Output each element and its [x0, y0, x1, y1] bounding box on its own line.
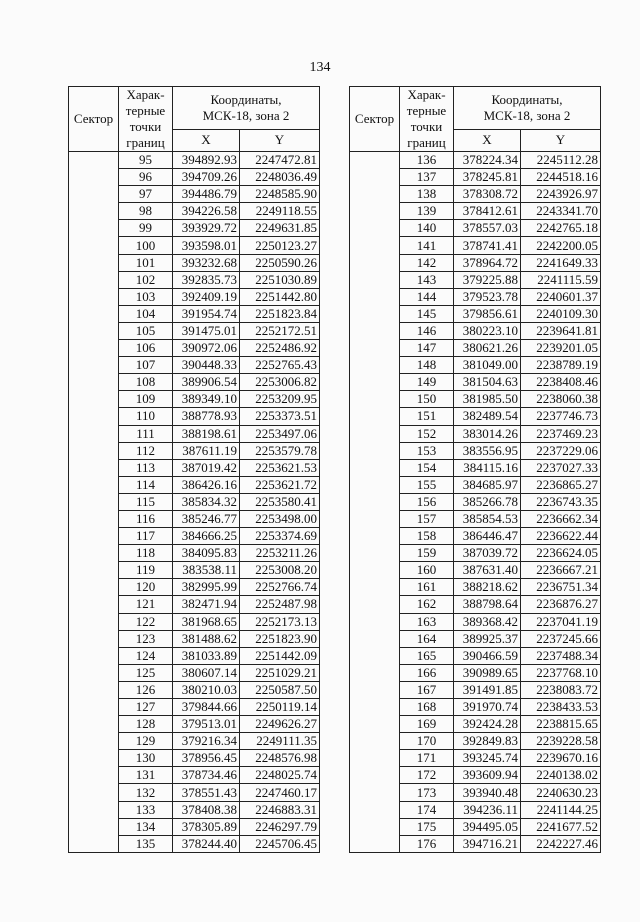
x-coordinate: 394236.11 — [454, 801, 521, 818]
x-coordinate: 393929.72 — [173, 220, 240, 237]
y-coordinate: 2253580.41 — [240, 493, 320, 510]
x-coordinate: 378408.38 — [173, 801, 240, 818]
point-number: 167 — [400, 681, 454, 698]
y-coordinate: 2237746.73 — [521, 408, 601, 425]
point-number: 101 — [119, 254, 173, 271]
x-coordinate: 388218.62 — [454, 579, 521, 596]
point-number: 147 — [400, 340, 454, 357]
point-number: 114 — [119, 476, 173, 493]
y-coordinate: 2252765.43 — [240, 357, 320, 374]
y-coordinate: 2249118.55 — [240, 203, 320, 220]
y-coordinate: 2237229.06 — [521, 442, 601, 459]
x-coordinate: 381049.00 — [454, 357, 521, 374]
x-coordinate: 390989.65 — [454, 664, 521, 681]
y-coordinate: 2237469.23 — [521, 425, 601, 442]
point-number: 137 — [400, 169, 454, 186]
point-number: 164 — [400, 630, 454, 647]
point-number: 166 — [400, 664, 454, 681]
y-coordinate: 2244518.16 — [521, 169, 601, 186]
x-coordinate: 385854.53 — [454, 510, 521, 527]
point-number: 96 — [119, 169, 173, 186]
x-coordinate: 379523.78 — [454, 288, 521, 305]
x-coordinate: 387631.40 — [454, 562, 521, 579]
y-coordinate: 2252172.51 — [240, 322, 320, 339]
x-coordinate: 394226.58 — [173, 203, 240, 220]
point-number: 125 — [119, 664, 173, 681]
x-coordinate: 380621.26 — [454, 340, 521, 357]
x-coordinate: 381985.50 — [454, 391, 521, 408]
y-coordinate: 2252173.13 — [240, 613, 320, 630]
x-coordinate: 390466.59 — [454, 647, 521, 664]
x-coordinate: 389349.10 — [173, 391, 240, 408]
y-coordinate: 2239201.05 — [521, 340, 601, 357]
x-coordinate: 391954.74 — [173, 305, 240, 322]
y-coordinate: 2238060.38 — [521, 391, 601, 408]
y-coordinate: 2238815.65 — [521, 716, 601, 733]
coordinates-table-right — [349, 86, 601, 853]
y-coordinate: 2240138.02 — [521, 767, 601, 784]
header-sector: Сектор — [69, 87, 119, 152]
x-coordinate: 379513.01 — [173, 716, 240, 733]
x-coordinate: 381504.63 — [454, 374, 521, 391]
y-coordinate: 2240109.30 — [521, 305, 601, 322]
y-coordinate: 2248025.74 — [240, 767, 320, 784]
point-number: 113 — [119, 459, 173, 476]
y-coordinate: 2250590.26 — [240, 254, 320, 271]
y-coordinate: 2242200.05 — [521, 237, 601, 254]
header-boundary-points: Харак- терные точки границ — [119, 87, 173, 152]
x-coordinate: 383538.11 — [173, 562, 240, 579]
point-number: 116 — [119, 510, 173, 527]
coordinates-table-left — [68, 86, 320, 853]
sector-cell — [69, 152, 119, 853]
x-coordinate: 381488.62 — [173, 630, 240, 647]
x-coordinate: 385834.32 — [173, 493, 240, 510]
x-coordinate: 392409.19 — [173, 288, 240, 305]
x-coordinate: 393598.01 — [173, 237, 240, 254]
y-coordinate: 2243926.97 — [521, 186, 601, 203]
point-number: 169 — [400, 716, 454, 733]
y-coordinate: 2246297.79 — [240, 818, 320, 835]
y-coordinate: 2248585.90 — [240, 186, 320, 203]
point-number: 95 — [119, 152, 173, 169]
point-number: 119 — [119, 562, 173, 579]
y-coordinate: 2237768.10 — [521, 664, 601, 681]
header-y: Y — [240, 129, 320, 151]
point-number: 108 — [119, 374, 173, 391]
point-number: 140 — [400, 220, 454, 237]
point-number: 103 — [119, 288, 173, 305]
point-number: 107 — [119, 357, 173, 374]
point-number: 174 — [400, 801, 454, 818]
header-y: Y — [521, 129, 601, 151]
x-coordinate: 389906.54 — [173, 374, 240, 391]
point-number: 130 — [119, 750, 173, 767]
point-number: 120 — [119, 579, 173, 596]
y-coordinate: 2236662.34 — [521, 510, 601, 527]
table-body-right — [350, 152, 601, 853]
point-number: 105 — [119, 322, 173, 339]
x-coordinate: 391970.74 — [454, 699, 521, 716]
y-coordinate: 2253621.72 — [240, 476, 320, 493]
header-x: X — [173, 129, 240, 151]
point-number: 118 — [119, 545, 173, 562]
x-coordinate: 382995.99 — [173, 579, 240, 596]
point-number: 168 — [400, 699, 454, 716]
x-coordinate: 392849.83 — [454, 733, 521, 750]
x-coordinate: 378956.45 — [173, 750, 240, 767]
y-coordinate: 2253006.82 — [240, 374, 320, 391]
x-coordinate: 384095.83 — [173, 545, 240, 562]
y-coordinate: 2251823.90 — [240, 630, 320, 647]
y-coordinate: 2246883.31 — [240, 801, 320, 818]
point-number: 148 — [400, 357, 454, 374]
point-number: 127 — [119, 699, 173, 716]
x-coordinate: 384666.25 — [173, 528, 240, 545]
x-coordinate: 394716.21 — [454, 835, 521, 852]
x-coordinate: 378551.43 — [173, 784, 240, 801]
x-coordinate: 384115.16 — [454, 459, 521, 476]
x-coordinate: 393609.94 — [454, 767, 521, 784]
point-number: 115 — [119, 493, 173, 510]
point-number: 161 — [400, 579, 454, 596]
header-coordinates: Координаты, МСК-18, зона 2 — [173, 87, 320, 130]
point-number: 152 — [400, 425, 454, 442]
y-coordinate: 2253498.00 — [240, 510, 320, 527]
x-coordinate: 380223.10 — [454, 322, 521, 339]
y-coordinate: 2253211.26 — [240, 545, 320, 562]
y-coordinate: 2250123.27 — [240, 237, 320, 254]
x-coordinate: 383014.26 — [454, 425, 521, 442]
point-number: 124 — [119, 647, 173, 664]
page-number: 134 — [309, 60, 331, 75]
x-coordinate: 379225.88 — [454, 271, 521, 288]
x-coordinate: 394495.05 — [454, 818, 521, 835]
x-coordinate: 383556.95 — [454, 442, 521, 459]
x-coordinate: 379216.34 — [173, 733, 240, 750]
y-coordinate: 2238408.46 — [521, 374, 601, 391]
y-coordinate: 2238789.19 — [521, 357, 601, 374]
y-coordinate: 2251029.21 — [240, 664, 320, 681]
point-number: 172 — [400, 767, 454, 784]
y-coordinate: 2253373.51 — [240, 408, 320, 425]
table-row — [350, 152, 601, 169]
point-number: 121 — [119, 596, 173, 613]
point-number: 173 — [400, 784, 454, 801]
x-coordinate: 394892.93 — [173, 152, 240, 169]
x-coordinate: 390448.33 — [173, 357, 240, 374]
point-number: 144 — [400, 288, 454, 305]
x-coordinate: 378244.40 — [173, 835, 240, 852]
point-number: 131 — [119, 767, 173, 784]
point-number: 149 — [400, 374, 454, 391]
x-coordinate: 387611.19 — [173, 442, 240, 459]
x-coordinate: 378308.72 — [454, 186, 521, 203]
y-coordinate: 2249631.85 — [240, 220, 320, 237]
point-number: 151 — [400, 408, 454, 425]
header-x: X — [454, 129, 521, 151]
x-coordinate: 387019.42 — [173, 459, 240, 476]
y-coordinate: 2250119.14 — [240, 699, 320, 716]
point-number: 129 — [119, 733, 173, 750]
y-coordinate: 2251442.80 — [240, 288, 320, 305]
point-number: 159 — [400, 545, 454, 562]
y-coordinate: 2236667.21 — [521, 562, 601, 579]
point-number: 122 — [119, 613, 173, 630]
point-number: 150 — [400, 391, 454, 408]
point-number: 157 — [400, 510, 454, 527]
x-coordinate: 385246.77 — [173, 510, 240, 527]
point-number: 143 — [400, 271, 454, 288]
point-number: 135 — [119, 835, 173, 852]
x-coordinate: 393940.48 — [454, 784, 521, 801]
x-coordinate: 390972.06 — [173, 340, 240, 357]
y-coordinate: 2238433.53 — [521, 699, 601, 716]
x-coordinate: 378412.61 — [454, 203, 521, 220]
x-coordinate: 389368.42 — [454, 613, 521, 630]
y-coordinate: 2239641.81 — [521, 322, 601, 339]
point-number: 110 — [119, 408, 173, 425]
point-number: 126 — [119, 681, 173, 698]
y-coordinate: 2241677.52 — [521, 818, 601, 835]
x-coordinate: 382489.54 — [454, 408, 521, 425]
y-coordinate: 2253621.53 — [240, 459, 320, 476]
point-number: 155 — [400, 476, 454, 493]
x-coordinate: 380607.14 — [173, 664, 240, 681]
y-coordinate: 2241115.59 — [521, 271, 601, 288]
point-number: 111 — [119, 425, 173, 442]
y-coordinate: 2236865.27 — [521, 476, 601, 493]
table-body-left — [69, 152, 320, 853]
y-coordinate: 2240630.23 — [521, 784, 601, 801]
point-number: 117 — [119, 528, 173, 545]
y-coordinate: 2237245.66 — [521, 630, 601, 647]
point-number: 97 — [119, 186, 173, 203]
point-number: 112 — [119, 442, 173, 459]
point-number: 163 — [400, 613, 454, 630]
y-coordinate: 2248036.49 — [240, 169, 320, 186]
point-number: 142 — [400, 254, 454, 271]
x-coordinate: 394709.26 — [173, 169, 240, 186]
point-number: 136 — [400, 152, 454, 169]
y-coordinate: 2237041.19 — [521, 613, 601, 630]
y-coordinate: 2253209.95 — [240, 391, 320, 408]
y-coordinate: 2251030.89 — [240, 271, 320, 288]
x-coordinate: 378964.72 — [454, 254, 521, 271]
x-coordinate: 381033.89 — [173, 647, 240, 664]
x-coordinate: 393245.74 — [454, 750, 521, 767]
y-coordinate: 2241649.33 — [521, 254, 601, 271]
x-coordinate: 391491.85 — [454, 681, 521, 698]
point-number: 153 — [400, 442, 454, 459]
x-coordinate: 392424.28 — [454, 716, 521, 733]
point-number: 132 — [119, 784, 173, 801]
x-coordinate: 388778.93 — [173, 408, 240, 425]
y-coordinate: 2249626.27 — [240, 716, 320, 733]
x-coordinate: 385266.78 — [454, 493, 521, 510]
y-coordinate: 2241144.25 — [521, 801, 601, 818]
y-coordinate: 2238083.72 — [521, 681, 601, 698]
point-number: 145 — [400, 305, 454, 322]
x-coordinate: 384685.97 — [454, 476, 521, 493]
y-coordinate: 2236876.27 — [521, 596, 601, 613]
point-number: 162 — [400, 596, 454, 613]
x-coordinate: 388798.64 — [454, 596, 521, 613]
point-number: 165 — [400, 647, 454, 664]
y-coordinate: 2236622.44 — [521, 528, 601, 545]
x-coordinate: 379856.61 — [454, 305, 521, 322]
header-boundary-points: Харак- терные точки границ — [400, 87, 454, 152]
header-coordinates: Координаты, МСК-18, зона 2 — [454, 87, 601, 130]
y-coordinate: 2245706.45 — [240, 835, 320, 852]
y-coordinate: 2253579.78 — [240, 442, 320, 459]
x-coordinate: 382471.94 — [173, 596, 240, 613]
x-coordinate: 392835.73 — [173, 271, 240, 288]
y-coordinate: 2248576.98 — [240, 750, 320, 767]
point-number: 99 — [119, 220, 173, 237]
x-coordinate: 388198.61 — [173, 425, 240, 442]
x-coordinate: 393232.68 — [173, 254, 240, 271]
point-number: 98 — [119, 203, 173, 220]
y-coordinate: 2243341.70 — [521, 203, 601, 220]
x-coordinate: 381968.65 — [173, 613, 240, 630]
x-coordinate: 386426.16 — [173, 476, 240, 493]
point-number: 109 — [119, 391, 173, 408]
point-number: 156 — [400, 493, 454, 510]
x-coordinate: 391475.01 — [173, 322, 240, 339]
point-number: 138 — [400, 186, 454, 203]
point-number: 141 — [400, 237, 454, 254]
y-coordinate: 2239670.16 — [521, 750, 601, 767]
point-number: 160 — [400, 562, 454, 579]
y-coordinate: 2236743.35 — [521, 493, 601, 510]
y-coordinate: 2249111.35 — [240, 733, 320, 750]
x-coordinate: 378245.81 — [454, 169, 521, 186]
y-coordinate: 2250587.50 — [240, 681, 320, 698]
y-coordinate: 2236751.34 — [521, 579, 601, 596]
point-number: 170 — [400, 733, 454, 750]
y-coordinate: 2237027.33 — [521, 459, 601, 476]
x-coordinate: 387039.72 — [454, 545, 521, 562]
x-coordinate: 378734.46 — [173, 767, 240, 784]
x-coordinate: 378305.89 — [173, 818, 240, 835]
y-coordinate: 2247460.17 — [240, 784, 320, 801]
y-coordinate: 2242227.46 — [521, 835, 601, 852]
point-number: 171 — [400, 750, 454, 767]
x-coordinate: 378741.41 — [454, 237, 521, 254]
point-number: 146 — [400, 322, 454, 339]
x-coordinate: 378557.03 — [454, 220, 521, 237]
point-number: 176 — [400, 835, 454, 852]
y-coordinate: 2252487.98 — [240, 596, 320, 613]
x-coordinate: 394486.79 — [173, 186, 240, 203]
x-coordinate: 386446.47 — [454, 528, 521, 545]
y-coordinate: 2237488.34 — [521, 647, 601, 664]
y-coordinate: 2251442.09 — [240, 647, 320, 664]
point-number: 134 — [119, 818, 173, 835]
point-number: 100 — [119, 237, 173, 254]
header-sector: Сектор — [350, 87, 400, 152]
y-coordinate: 2251823.84 — [240, 305, 320, 322]
y-coordinate: 2253374.69 — [240, 528, 320, 545]
x-coordinate: 378224.34 — [454, 152, 521, 169]
y-coordinate: 2252766.74 — [240, 579, 320, 596]
y-coordinate: 2239228.58 — [521, 733, 601, 750]
y-coordinate: 2245112.28 — [521, 152, 601, 169]
sector-cell — [350, 152, 400, 853]
point-number: 104 — [119, 305, 173, 322]
y-coordinate: 2247472.81 — [240, 152, 320, 169]
x-coordinate: 389925.37 — [454, 630, 521, 647]
y-coordinate: 2240601.37 — [521, 288, 601, 305]
y-coordinate: 2253497.06 — [240, 425, 320, 442]
x-coordinate: 380210.03 — [173, 681, 240, 698]
y-coordinate: 2252486.92 — [240, 340, 320, 357]
point-number: 154 — [400, 459, 454, 476]
y-coordinate: 2253008.20 — [240, 562, 320, 579]
point-number: 158 — [400, 528, 454, 545]
y-coordinate: 2242765.18 — [521, 220, 601, 237]
point-number: 102 — [119, 271, 173, 288]
y-coordinate: 2236624.05 — [521, 545, 601, 562]
point-number: 139 — [400, 203, 454, 220]
point-number: 123 — [119, 630, 173, 647]
point-number: 128 — [119, 716, 173, 733]
table-row — [69, 152, 320, 169]
point-number: 133 — [119, 801, 173, 818]
point-number: 175 — [400, 818, 454, 835]
point-number: 106 — [119, 340, 173, 357]
x-coordinate: 379844.66 — [173, 699, 240, 716]
